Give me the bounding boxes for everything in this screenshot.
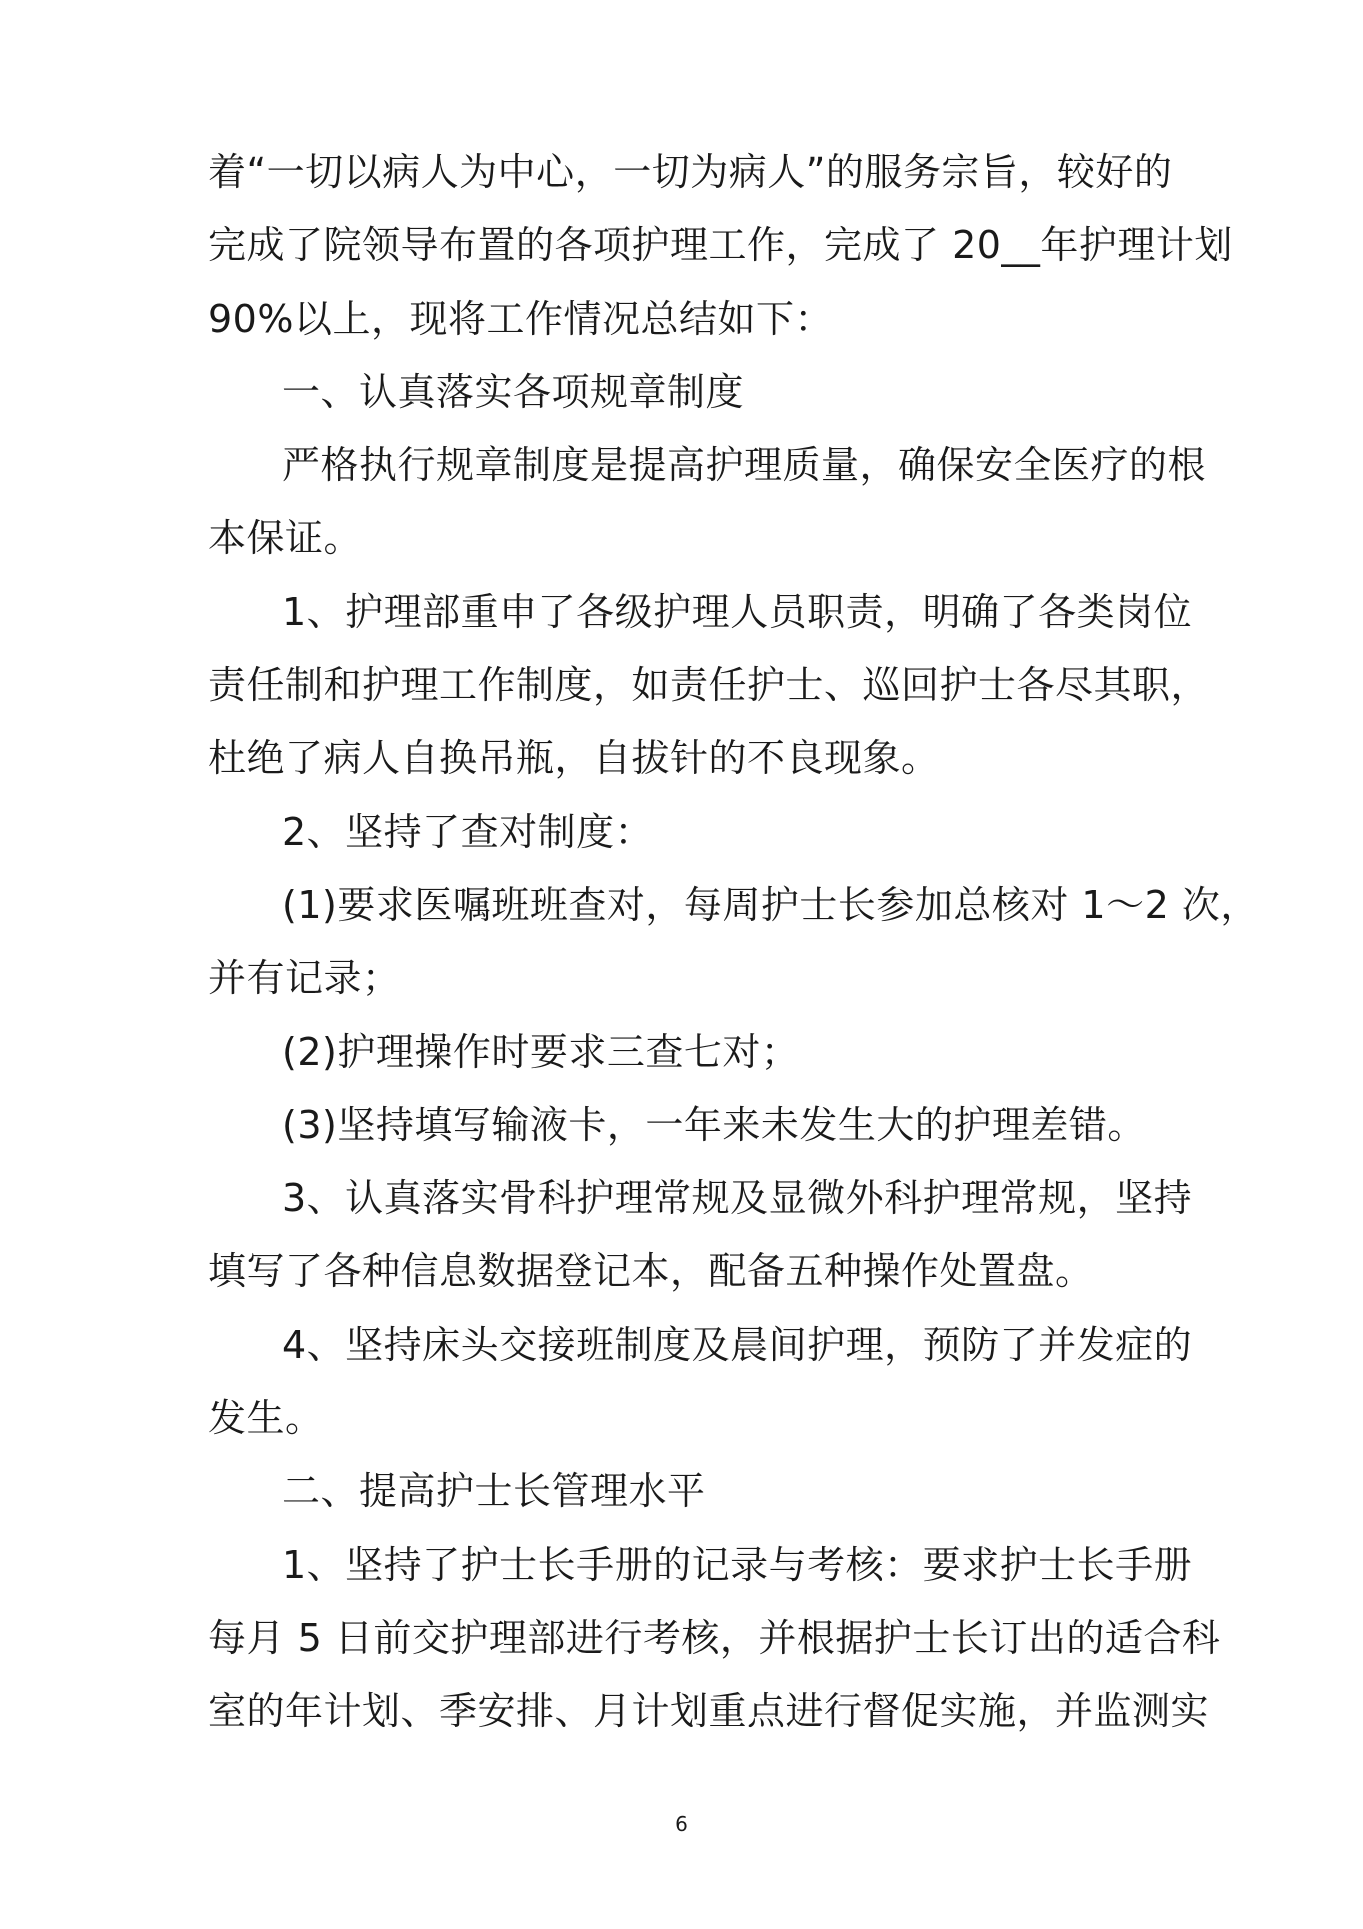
text-line: 1、护理部重申了各级护理人员职责，明确了各类岗位 (282, 589, 1193, 634)
text-line: 90%以上，现将工作情况总结如下： (208, 296, 833, 341)
text-line: 杜绝了病人自换吊瓶，自拔针的不良现象。 (208, 736, 940, 781)
text-line: 每月 5 日前交护理部进行考核，并根据护士长订出的适合科 (208, 1615, 1221, 1660)
page-number: 6 (675, 1812, 688, 1836)
text-line: 完成了院领导布置的各项护理工作，完成了 20__年护理计划 (208, 223, 1233, 268)
text-line: 1、坚持了护士长手册的记录与考核：要求护士长手册 (282, 1542, 1193, 1587)
text-line: (1)要求医嘱班班查对，每周护士长参加总核对 1～2 次， (282, 882, 1259, 927)
text-line: (2)护理操作时要求三查七对； (282, 1029, 800, 1074)
text-line: 3、认真落实骨科护理常规及显微外科护理常规，坚持 (282, 1176, 1193, 1221)
text-line: 2、坚持了查对制度： (282, 809, 654, 854)
text-line: 责任制和护理工作制度，如责任护士、巡回护士各尽其职， (208, 663, 1210, 708)
text-line: 严格执行规章制度是提高护理质量，确保安全医疗的根 (282, 443, 1207, 488)
text-line: 着“一切以病人为中心，一切为病人”的服务宗旨，较好的 (208, 150, 1173, 194)
document-body (208, 136, 1259, 1749)
text-line: 室的年计划、季安排、月计划重点进行督促实施，并监测实 (208, 1689, 1210, 1734)
text-line: 发生。 (208, 1396, 324, 1441)
text-line: 填写了各种信息数据登记本，配备五种操作处置盘。 (208, 1249, 1094, 1294)
text-line: 4、坚持床头交接班制度及晨间护理，预防了并发症的 (282, 1322, 1193, 1367)
text-line: 本保证。 (208, 516, 363, 561)
text-line: (3)坚持填写输液卡，一年来未发生大的护理差错。 (282, 1102, 1146, 1147)
text-line: 二、提高护士长管理水平 (282, 1469, 706, 1514)
text-line: 一、认真落实各项规章制度 (282, 369, 745, 414)
text-line: 并有记录； (208, 956, 401, 1001)
